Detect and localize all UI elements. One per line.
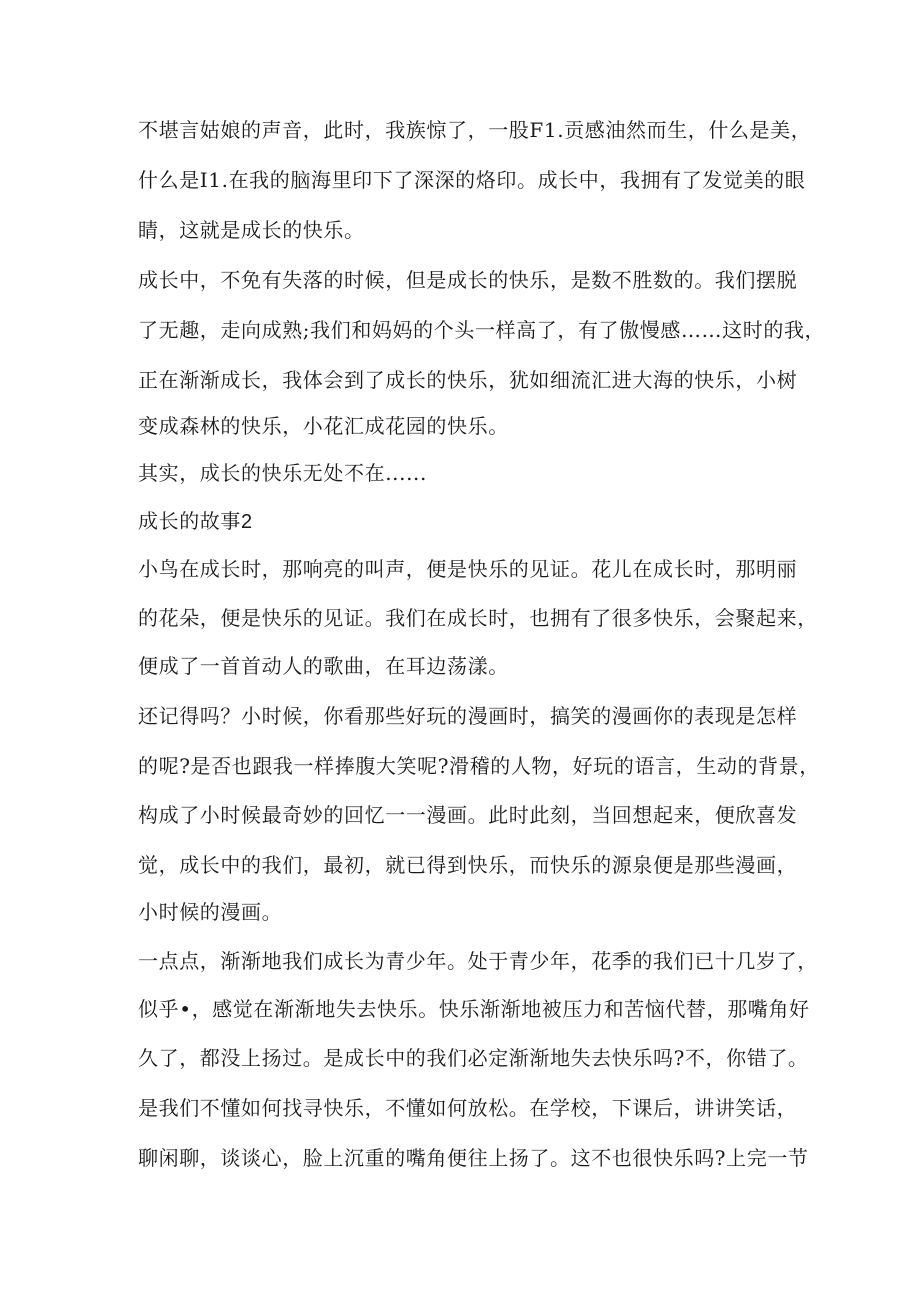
text-line: 小时候的漫画。 (138, 900, 283, 924)
text-line: 觉，成长中的我们，最初，就已得到快乐，而快乐的源泉便是那些漫画， (138, 853, 798, 877)
text-line: 睛，这就是成长的快乐。 (138, 218, 365, 242)
text-line: 构成了小时候最奇妙的回忆一一漫画。此时此刻，当回想起来，便欣喜发 (138, 803, 798, 827)
text-line: 其实，成长的快乐无处不在...... (138, 461, 427, 485)
text-line: 久了，都没上扬过。是成长中的我们必定渐渐地失去快乐吗?不，你错了。 (138, 1046, 809, 1070)
text-line: 是我们不懂如何找寻快乐，不懂如何放松。在学校，下课后，讲讲笑话， (138, 1096, 798, 1120)
text-line: 不堪言姑娘的声音，此时，我族惊了，一股F1.贡感油然而生，什么是美， (138, 118, 812, 142)
text-line: 一点点，渐渐地我们成长为青少年。处于青少年，花季的我们已十几岁了， (138, 949, 818, 973)
text-line: 什么是I1.在我的脑海里印下了深深的烙印。成长中，我拥有了发觉美的眼 (138, 168, 806, 192)
text-line: 便成了一首首动人的歌曲，在耳边荡漾。 (138, 654, 509, 678)
text-line: 小鸟在成长时，那响亮的叫声，便是快乐的见证。花儿在成长时，那明丽 (138, 557, 798, 581)
text-line: 聊闲聊，谈谈心，脸上沉重的嘴角便往上扬了。这不也很快乐吗?上完一节 (138, 1146, 809, 1170)
text-line: 了无趣，走向成熟;我们和妈妈的个头一样高了，有了傲慢感……这时的我， (138, 318, 826, 342)
text-line: 正在渐渐成长，我体会到了成长的快乐，犹如细流汇进大海的快乐，小树 (138, 368, 798, 392)
text-line: 的花朵，便是快乐的见证。我们在成长时，也拥有了很多快乐，会聚起来， (138, 606, 818, 630)
text-line: 的呢?是否也跟我一样捧腹大笑呢?滑稽的人物，好玩的语言，生动的背景， (138, 754, 820, 778)
text-line: 成长中，不免有失落的时候，但是成长的快乐，是数不胜数的。我们摆脱 (138, 268, 798, 292)
text-line: 似乎•，感觉在渐渐地失去快乐。快乐渐渐地被压力和苦恼代替，那嘴角好 (138, 997, 810, 1021)
text-line: 变成森林的快乐，小花汇成花园的快乐。 (138, 414, 509, 438)
text-line: 还记得吗？小时候，你看那些好玩的漫画时，搞笑的漫画你的表现是怎样 (138, 704, 798, 728)
section-heading: 成长的故事2 (138, 511, 253, 533)
